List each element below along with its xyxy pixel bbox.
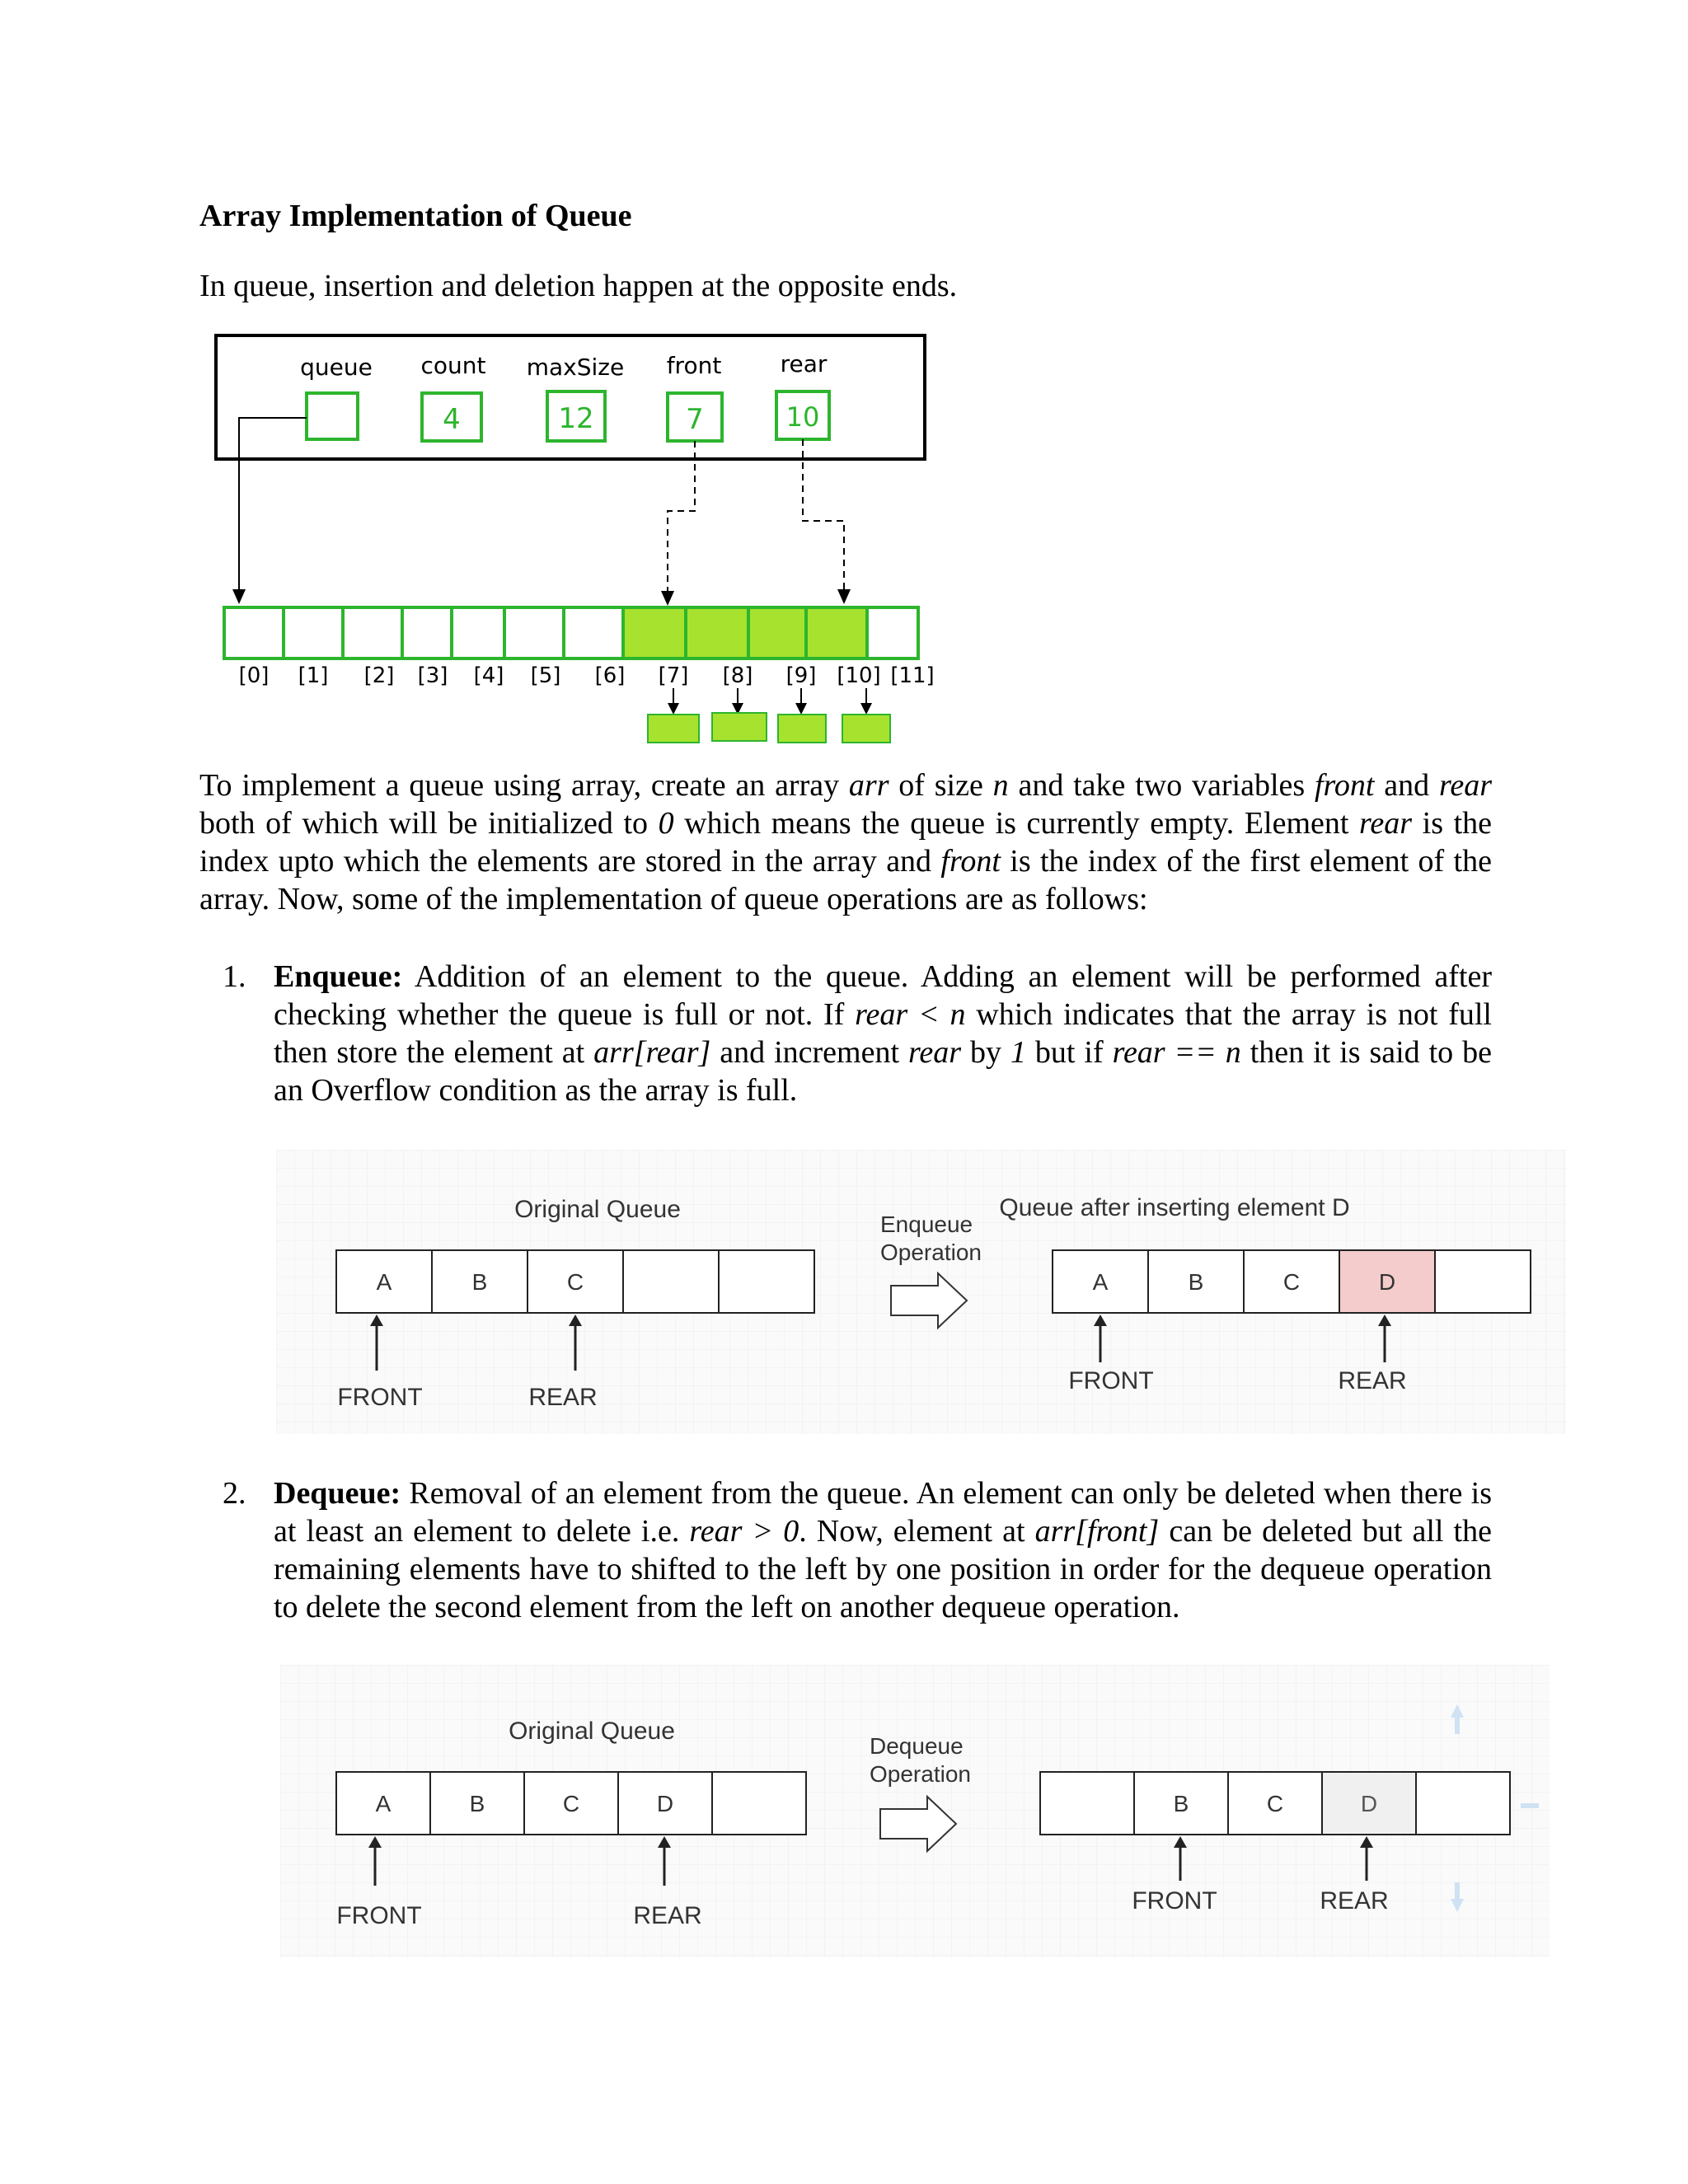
enqueue-right-front: FRONT xyxy=(1068,1367,1154,1394)
rear-pointer-line xyxy=(803,439,844,589)
element-block-10 xyxy=(842,715,890,743)
array-index-4: [4] xyxy=(473,663,504,688)
rear-pointer-arrow xyxy=(837,589,851,604)
dequeue-label: Dequeue: xyxy=(274,1476,401,1511)
array-index-1: [1] xyxy=(298,663,329,688)
array-index-6: [6] xyxy=(594,663,626,688)
queue-cell-removed xyxy=(1040,1772,1134,1835)
dequeue-left-front: FRONT xyxy=(336,1902,422,1929)
array-index-0: [0] xyxy=(238,663,270,688)
dequeue-op-label-2: Operation xyxy=(870,1761,971,1787)
cell-label: A xyxy=(375,1791,392,1816)
array-cell-4 xyxy=(452,607,504,658)
cell-label: D xyxy=(1360,1791,1378,1816)
dequeue-left-rear: REAR xyxy=(633,1902,702,1929)
element-block-8 xyxy=(712,713,767,741)
array-index-7: [7] xyxy=(658,663,689,688)
list-item-enqueue: 1. Enqueue: Addition of an element to the queue. Adding an element will be performed after checking whether the queue is full or not. If rear < n which indicates that the array is not full then store the element at arr[rear] and increment rear by 1 but if rear == n then it is said to be an Overflow condition as the array is full. xyxy=(223,959,1492,1108)
array-index-2: [2] xyxy=(363,663,395,688)
cell-label: B xyxy=(1188,1269,1204,1295)
queue-cell xyxy=(719,1250,814,1313)
front-pointer-line xyxy=(668,441,695,591)
intro-text: In queue, insertion and deletion happen at the opposite ends. xyxy=(199,269,958,303)
array-cell-1 xyxy=(284,607,343,658)
implementation-paragraph: To implement a queue using array, create an array arr of size n and take two variables front and rear both of which will be initialized to 0 which means the queue is currently empty. Element rear is the index upto which the elements are stored in the array and front is the index of the first element of the array. Now, some of the implementation of queue operations are as follows: xyxy=(199,768,1493,916)
enqueue-left-title: Original Queue xyxy=(514,1196,681,1223)
dequeue-diagram xyxy=(280,1665,1550,1957)
var-label-count: count xyxy=(420,352,486,379)
var-value-rear: 10 xyxy=(785,401,820,433)
array-cell-9 xyxy=(748,607,806,658)
array-index-5: [5] xyxy=(530,663,561,688)
list-item-dequeue: 2. Dequeue: Removal of an element from the queue. An element can only be deleted when there is at least an element to delete i.e. rear > 0. Now, element at arr[front] can be deleted but all the remaining elements have to shifted to the left by one position in order for the dequeue operation to delete the second element from the left on another dequeue operation. xyxy=(223,1476,1492,1624)
cell-label: B xyxy=(1173,1791,1189,1816)
variable-queue xyxy=(300,354,373,439)
element-block-9 xyxy=(778,715,826,743)
array-cell-5 xyxy=(504,607,564,658)
enqueue-diagram xyxy=(276,1150,1566,1434)
array-cell-6 xyxy=(564,607,623,658)
var-label-front: front xyxy=(666,352,722,379)
var-value-front: 7 xyxy=(686,403,704,436)
array-cell-8 xyxy=(686,607,748,658)
array-index-11: [11] xyxy=(890,663,935,688)
cell-label: A xyxy=(376,1269,392,1295)
var-label-queue: queue xyxy=(300,354,373,381)
dequeue-right-rear: REAR xyxy=(1320,1887,1389,1915)
queue-cell xyxy=(623,1250,719,1313)
enqueue-right-rear: REAR xyxy=(1338,1367,1407,1394)
variable-front xyxy=(667,352,722,441)
array-index-9: [9] xyxy=(785,663,817,688)
queue-cell xyxy=(1416,1772,1510,1835)
front-pointer-arrow xyxy=(661,591,674,606)
dequeue-op-label-1: Dequeue xyxy=(870,1733,964,1759)
enqueue-op-label-2: Operation xyxy=(880,1240,982,1265)
enqueue-label: Enqueue: xyxy=(274,959,403,994)
array-cell-3 xyxy=(402,607,452,658)
queue-pointer-arrow xyxy=(232,589,246,604)
cell-label: A xyxy=(1092,1269,1109,1295)
var-label-maxsize: maxSize xyxy=(526,354,625,381)
cell-label: C xyxy=(562,1791,580,1816)
list-number: 1. xyxy=(223,959,246,994)
element-blocks xyxy=(648,713,890,743)
section-title: Array Implementation of Queue xyxy=(199,199,632,233)
cell-label: B xyxy=(471,1269,488,1295)
var-label-rear: rear xyxy=(780,350,828,377)
array-cell-10 xyxy=(806,607,867,658)
queue-pointer-line xyxy=(239,418,307,589)
enqueue-op-label-1: Enqueue xyxy=(880,1212,973,1237)
dequeue-left-title: Original Queue xyxy=(509,1718,675,1745)
queue-cell xyxy=(712,1772,806,1835)
var-box-queue xyxy=(307,393,358,439)
dequeue-right-front: FRONT xyxy=(1132,1887,1217,1915)
var-value-count: 4 xyxy=(443,403,461,436)
enqueue-left-rear: REAR xyxy=(528,1384,598,1411)
enqueue-right-title: Queue after inserting element D xyxy=(999,1194,1350,1221)
array-cell-2 xyxy=(343,607,402,658)
array-cell-0 xyxy=(224,607,284,658)
queue-cell xyxy=(1435,1250,1531,1313)
queue-array-diagram xyxy=(206,326,948,754)
array-index-8: [8] xyxy=(722,663,753,688)
array-index-10: [10] xyxy=(837,663,881,688)
cell-label: D xyxy=(1378,1269,1396,1295)
cell-label: B xyxy=(469,1791,485,1816)
variable-maxsize xyxy=(527,354,624,441)
variable-count xyxy=(421,352,486,441)
array-cell-7 xyxy=(623,607,686,658)
array-index-3: [3] xyxy=(417,663,448,688)
cell-label: C xyxy=(1282,1269,1301,1295)
element-arrows xyxy=(673,688,866,703)
var-value-maxsize: 12 xyxy=(558,402,594,435)
variable-rear xyxy=(776,350,829,439)
enqueue-left-front: FRONT xyxy=(337,1384,423,1411)
array-cell-11 xyxy=(867,607,918,658)
cell-label: C xyxy=(566,1269,584,1295)
list-number: 2. xyxy=(223,1476,246,1511)
cell-label: C xyxy=(1266,1791,1284,1816)
element-block-7 xyxy=(648,715,699,743)
array-cells xyxy=(224,607,918,658)
cell-label: D xyxy=(656,1791,674,1816)
